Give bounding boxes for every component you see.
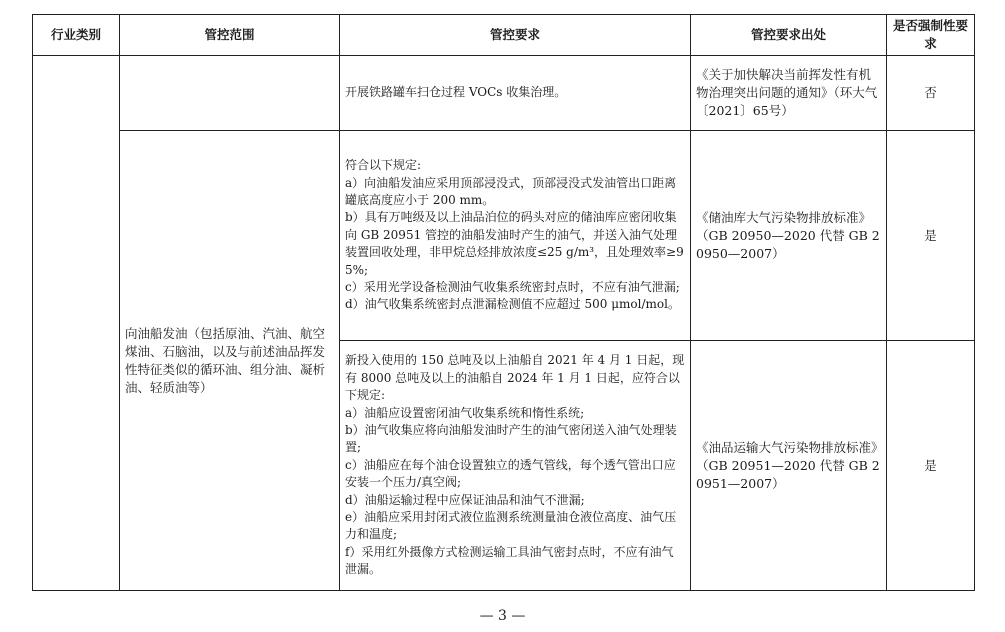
requirement-line: 符合以下规定: xyxy=(345,158,422,173)
requirement-cell xyxy=(340,131,691,341)
requirement-cell xyxy=(340,341,691,591)
source-cell: 《油品运输大气污染物排放标准》（GB 20951—2020 代替 GB 20951—2007） xyxy=(691,341,887,591)
requirement-line: c）采用光学设备检测油气收集系统密封点时，不应有油气泄漏; xyxy=(345,280,680,295)
requirement-line: b）油气收集应将向油船发油时产生的油气密闭送入油气处理装置; xyxy=(345,422,677,455)
requirement-line: d）油船运输过程中应保证油品和油气不泄漏; xyxy=(345,492,585,507)
mandatory-cell: 是 xyxy=(887,131,975,341)
regulation-table xyxy=(32,14,975,591)
header-scope: 管控范围 xyxy=(120,15,340,56)
requirement-line: c）油船应在每个油仓设置独立的透气管线，每个透气管出口应安装一个压力/真空阀; xyxy=(345,457,676,490)
requirement-cell xyxy=(340,56,691,131)
mandatory-cell: 否 xyxy=(887,56,975,131)
table-header-row xyxy=(33,15,975,56)
requirement-line: d）油气收集系统密封点泄漏检测值不应超过 500 μmol/mol。 xyxy=(345,297,680,312)
industry-cell xyxy=(33,56,120,591)
requirement-line: b）具有万吨级及以上油品泊位的码头对应的储油库应密闭收集向 GB 20951 管控的油船发油时产生的油气，并送入油气处理装置回收处理，非甲烷总烃排放浓度≤25 g/m³，且处理效率≥95%; xyxy=(345,210,684,277)
requirement-line: a）向油船发油应采用顶部浸没式，顶部浸没式发油管出口距离罐底高度应小于 200 mm。 xyxy=(345,175,677,207)
table-row xyxy=(33,56,975,131)
requirement-line: 开展铁路罐车扫仓过程 VOCs 收集治理。 xyxy=(345,85,567,100)
header-source: 管控要求出处 xyxy=(691,15,887,56)
scope-cell-empty xyxy=(120,56,340,131)
header-industry: 行业类别 xyxy=(33,15,120,56)
header-requirement: 管控要求 xyxy=(340,15,691,56)
scope-cell: 向油船发油（包括原油、汽油、航空煤油、石脑油，以及与前述油品挥发性特征类似的循环油、组分油、凝析油、轻质油等） xyxy=(120,131,340,591)
source-cell: 《储油库大气污染物排放标准》（GB 20950—2020 代替 GB 20950—2007） xyxy=(691,131,887,341)
requirement-line: 新投入使用的 150 总吨及以上油船自 2021 年 4 月 1 日起，现有 8000 总吨及以上的油船自 2024 年 1 月 1 日起，应符合以下规定: xyxy=(345,353,685,403)
table-row xyxy=(33,131,975,341)
header-mandatory: 是否强制性要求 xyxy=(887,15,975,56)
requirement-line: f）采用红外摄像方式检测运输工具油气密封点时，不应有油气泄漏。 xyxy=(345,544,674,577)
requirement-line: e）油船应采用封闭式液位监测系统测量油仓液位高度、油气压力和温度; xyxy=(345,510,677,542)
requirement-line: a）油船应设置密闭油气收集系统和惰性系统; xyxy=(345,405,585,420)
source-cell: 《关于加快解决当前挥发性有机物治理突出问题的通知》（环大气〔2021〕65号） xyxy=(691,56,887,131)
mandatory-cell: 是 xyxy=(887,341,975,591)
page-number: — 3 — xyxy=(479,608,526,624)
